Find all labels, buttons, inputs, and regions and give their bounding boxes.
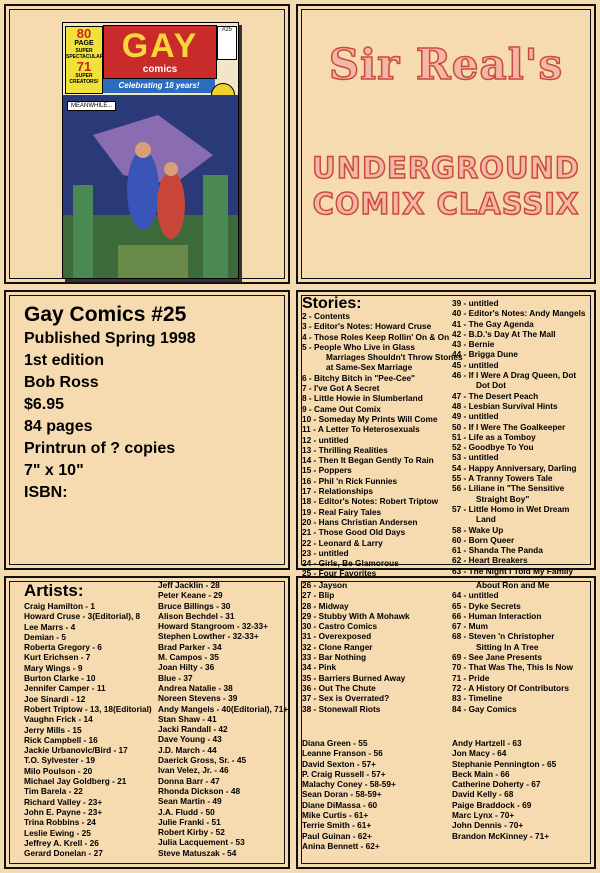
story-item: 4 - Those Roles Keep Rollin' On & On	[302, 331, 450, 342]
artist-item: Ivan Velez, Jr. - 46	[158, 765, 229, 776]
artist-item: Jennifer Camper - 11	[24, 683, 106, 694]
story-item: 43 - Bernie	[452, 339, 495, 350]
story-item: 39 - untitled	[452, 298, 499, 308]
story-item: 22 - Leonard & Larry	[302, 537, 383, 548]
story-item: 51 - Life as a Tomboy	[452, 431, 536, 442]
story-item: 34 - Pink	[302, 662, 337, 673]
story-item: 70 - That Was The, This Is Now	[452, 662, 573, 673]
artist-item: Milo Poulson - 20	[24, 765, 93, 776]
artist-item: Robert Triptow - 13, 18(Editorial)	[24, 703, 152, 714]
artist-item: Burton Clarke - 10	[24, 673, 96, 684]
artists-list-4	[452, 738, 556, 841]
series-title: Sir Real's	[328, 40, 564, 89]
story-item: Sitting In A Tree	[476, 641, 539, 652]
artist-item: Julia Lacquement - 53	[158, 837, 245, 848]
artist-item: Leanne Franson - 56	[302, 748, 383, 759]
story-item: 9 - Came Out Comix	[302, 403, 381, 414]
artist-item: Beck Main - 66	[452, 768, 510, 779]
issue-title: Gay Comics #25	[24, 303, 187, 326]
story-item: 60 - Born Queer	[452, 534, 515, 545]
artist-item: Brandon McKinney - 71+	[452, 830, 550, 841]
artist-item: Jeff Jacklin - 28	[158, 580, 220, 590]
story-item: 41 - The Gay Agenda	[452, 318, 534, 329]
artist-item: Howard Stangroom - 32-33+	[158, 621, 268, 632]
artist-item: M. Campos - 35	[158, 652, 219, 663]
artist-item: Peter Keane - 29	[158, 590, 223, 601]
artist-item: David Kelly - 68	[452, 789, 514, 800]
artist-item: Kurt Erichsen - 7	[24, 652, 91, 663]
stories-list-2	[452, 298, 586, 576]
artist-item: Diana Green - 55	[302, 738, 368, 748]
story-item: 33 - Bar Nothing	[302, 652, 367, 663]
artist-item: Paul Guinan - 62+	[302, 830, 372, 841]
artist-item: Andrea Natalie - 38	[158, 682, 233, 693]
story-item: 27 - Blip	[302, 590, 335, 601]
artist-item: J.D. March - 44	[158, 744, 217, 755]
story-item: 64 - untitled	[452, 590, 499, 601]
artist-item: Noreen Stevens - 39	[158, 693, 238, 704]
story-item: at Same-Sex Marriage	[326, 362, 413, 373]
story-item: 71 - Pride	[452, 672, 490, 683]
artist-item: Rick Campbell - 16	[24, 734, 98, 745]
artist-item: Joe Sinardi - 12	[24, 693, 86, 704]
story-item: 30 - Castro Comics	[302, 621, 378, 632]
artist-item: Terrie Smith - 61+	[302, 820, 372, 831]
story-item: 65 - Dyke Secrets	[452, 600, 521, 611]
story-item: 10 - Someday My Prints Will Come	[302, 413, 438, 424]
story-item: 5 - People Who Live in Glass	[302, 341, 415, 352]
artist-item: Stephanie Pennington - 65	[452, 758, 557, 769]
artist-item: Julie Franki - 51	[158, 816, 221, 827]
story-item: 84 - Gay Comics	[452, 703, 517, 714]
story-item: 20 - Hans Christian Andersen	[302, 516, 418, 527]
story-item: 24 - Girls, Be Glamorous	[302, 558, 399, 569]
artist-item: John Dennis - 70+	[452, 820, 524, 831]
page-count: 84 pages	[24, 418, 93, 435]
story-item: 12 - untitled	[302, 434, 349, 445]
series-subtitle: UNDERGROUND COMIX CLASSIX	[312, 151, 580, 221]
artist-item: Lee Marrs - 4	[24, 621, 76, 632]
artist-item: Catherine Doherty - 67	[452, 779, 541, 790]
artist-item: Bruce Billings - 30	[158, 600, 231, 611]
cover-meanwhile-caption: MEANWHILE...	[67, 101, 116, 111]
story-item: 25 - Four Favorites	[302, 568, 377, 579]
artist-item: Paige Braddock - 69	[452, 799, 532, 810]
artists-list-2	[158, 580, 288, 858]
story-item: Dot Dot	[476, 380, 506, 391]
story-item: 8 - Little Howie in Slumberland	[302, 393, 423, 404]
edition: 1st edition	[24, 352, 105, 369]
story-item: 66 - Human Interaction	[452, 610, 542, 621]
artist-item: Anina Bennett - 62+	[302, 840, 380, 851]
artist-item: Alison Bechdel - 31	[158, 610, 235, 621]
story-item: 7 - I've Got A Secret	[302, 383, 380, 394]
artist-item: Robert Kirby - 52	[158, 827, 225, 838]
artist-item: Howard Cruse - 3(Editorial), 8	[24, 611, 141, 622]
story-item: 26 - Jayson	[302, 580, 348, 590]
story-item: 45 - untitled	[452, 359, 499, 370]
story-item: 40 - Editor's Notes: Andy Mangels	[452, 308, 586, 319]
artists-list-3	[302, 738, 396, 851]
story-item: 47 - The Desert Peach	[452, 390, 539, 401]
story-item: 31 - Overexposed	[302, 631, 372, 642]
artist-item: Trina Robbins - 24	[24, 817, 96, 828]
published-date: Published Spring 1998	[24, 330, 196, 347]
artist-item: Dave Young - 43	[158, 734, 222, 745]
printrun: Printrun of ? copies	[24, 440, 176, 457]
story-item: About Ron and Me	[476, 580, 550, 590]
artist-item: Leslie Ewing - 25	[24, 827, 91, 838]
publisher: Bob Ross	[24, 374, 99, 391]
story-item: Marriages Shouldn't Throw Stones	[326, 352, 463, 363]
story-item: 21 - Those Good Old Days	[302, 527, 406, 538]
story-item: 72 - A History Of Contributors	[452, 682, 569, 693]
artist-item: Sean Doran - 58-59+	[302, 789, 382, 800]
story-item: 38 - Stonewall Riots	[302, 703, 381, 714]
stories-list-3	[302, 580, 410, 714]
artist-item: Joan Hilty - 36	[158, 662, 215, 673]
story-item: 16 - Phil 'n Rick Funnies	[302, 475, 398, 486]
artist-item: Jerry Mills - 15	[24, 724, 82, 735]
artist-item: Rhonda Dickson - 48	[158, 785, 241, 796]
artist-item: Richard Valley - 23+	[24, 796, 103, 807]
artist-item: Gerard Donelan - 27	[24, 848, 103, 859]
stories-list-1	[302, 311, 463, 579]
story-item: 15 - Poppers	[302, 465, 352, 476]
story-item: 18 - Editor's Notes: Robert Triptow	[302, 496, 439, 507]
isbn: ISBN:	[24, 484, 68, 501]
artist-item: Andy Hartzell - 63	[452, 738, 522, 748]
story-item: 23 - untitled	[302, 547, 349, 558]
artist-item: Malachy Coney - 58-59+	[302, 779, 396, 790]
story-item: 32 - Clone Ranger	[302, 641, 373, 652]
story-item: 44 - Brigga Dune	[452, 349, 518, 360]
story-item: 11 - A Letter To Heterosexuals	[302, 424, 420, 435]
story-item: 49 - untitled	[452, 411, 499, 422]
cover-80-page-box: 80 PAGE SUPER SPECTACULAR 71 SUPER CREATORS!	[65, 26, 103, 94]
story-item: 14 - Then It Began Gently To Rain	[302, 455, 434, 466]
story-item: 28 - Midway	[302, 600, 349, 611]
artist-item: Steve Matuszak - 54	[158, 847, 237, 858]
stories-heading: Stories:	[302, 295, 362, 312]
story-item: 63 - The Night I Told My Family	[452, 565, 574, 576]
issue-info	[24, 302, 284, 504]
story-item: 83 - Timeline	[452, 693, 503, 704]
cover-artwork	[63, 95, 238, 278]
artist-item: Roberta Gregory - 6	[24, 642, 102, 653]
comic-cover-image	[62, 22, 239, 279]
artist-item: Donna Barr - 47	[158, 775, 220, 786]
artist-item: Demian - 5	[24, 631, 66, 642]
story-item: 58 - Wake Up	[452, 524, 504, 535]
story-item: Straight Boy"	[476, 493, 530, 504]
artist-item: Stephen Lowther - 32-33+	[158, 631, 259, 642]
artist-item: Blue - 37	[158, 672, 193, 683]
artist-item: Jackie Urbanovic/Bird - 17	[24, 745, 128, 756]
story-item: 19 - Real Fairy Tales	[302, 506, 382, 517]
story-item: 3 - Editor's Notes: Howard Cruse	[302, 321, 432, 332]
story-item: 57 - Little Homo in Wet Dream	[452, 503, 570, 514]
artists-list-1	[24, 601, 152, 858]
artist-item: Jeffrey A. Krell - 26	[24, 837, 99, 848]
story-item: 29 - Stubby With A Mohawk	[302, 610, 410, 621]
story-item: 62 - Heart Breakers	[452, 555, 528, 566]
artist-item: Sean Martin - 49	[158, 796, 222, 807]
artist-item: John E. Payne - 23+	[24, 806, 103, 817]
artist-item: Vaughn Frick - 14	[24, 714, 93, 725]
story-item: 36 - Out The Chute	[302, 682, 376, 693]
artist-item: P. Craig Russell - 57+	[302, 768, 386, 779]
cover-tagline: Celebrating 18 years!	[103, 79, 215, 93]
artist-item: Stan Shaw - 41	[158, 713, 217, 724]
artist-item: Marc Lynx - 70+	[452, 810, 515, 821]
story-item: 67 - Mum	[452, 621, 488, 632]
artist-item: Daerick Gross, Sr. - 45	[158, 755, 247, 766]
artist-item: Michael Jay Goldberg - 21	[24, 776, 127, 787]
artist-item: Jacki Randall - 42	[158, 724, 228, 735]
story-item: 2 - Contents	[302, 311, 350, 321]
cover-logo: GAY comics	[103, 25, 217, 79]
artist-item: David Sexton - 57+	[302, 758, 377, 769]
story-item: 37 - Sex is Overrated?	[302, 693, 390, 704]
artist-item: Andy Mangels - 40(Editorial), 71+	[158, 703, 289, 714]
cover-issue-box: #25	[217, 26, 237, 60]
dimensions: 7" x 10"	[24, 462, 84, 479]
artists-heading: Artists:	[24, 581, 84, 600]
story-item: 50 - If I Were The Goalkeeper	[452, 421, 566, 432]
artist-item: T.O. Sylvester - 19	[24, 755, 96, 766]
story-item: 17 - Relationships	[302, 486, 374, 497]
story-item: 6 - Bitchy Bitch in "Pee-Cee"	[302, 372, 415, 383]
story-item: 35 - Barriers Burned Away	[302, 672, 406, 683]
story-item: 69 - See Jane Presents	[452, 652, 542, 663]
artist-item: J.A. Fludd - 50	[158, 806, 215, 817]
artist-item: Mike Curtis - 61+	[302, 810, 369, 821]
story-item: 52 - Goodbye To You	[452, 442, 534, 453]
stories-list-4	[452, 580, 573, 714]
price: $6.95	[24, 396, 65, 413]
artist-item: Tim Barela - 22	[24, 786, 83, 797]
story-item: Land	[476, 514, 496, 525]
story-item: 68 - Steven 'n Christopher	[452, 631, 555, 642]
story-item: 56 - Liliane in "The Sensitive	[452, 483, 565, 494]
artist-item: Craig Hamilton - 1	[24, 601, 95, 611]
story-item: 61 - Shanda The Panda	[452, 545, 543, 556]
story-item: 55 - A Tranny Towers Tale	[452, 473, 553, 484]
story-item: 48 - Lesbian Survival Hints	[452, 400, 558, 411]
story-item: 42 - B.D.'s Day At The Mall	[452, 328, 556, 339]
artist-item: Diane DiMassa - 60	[302, 799, 378, 810]
story-item: 53 - untitled	[452, 452, 499, 463]
artist-item: Brad Parker - 34	[158, 641, 222, 652]
artist-item: Jon Macy - 64	[452, 748, 507, 759]
story-item: 54 - Happy Anniversary, Darling	[452, 462, 577, 473]
story-item: 13 - Thrilling Realities	[302, 444, 388, 455]
artist-item: Mary Wings - 9	[24, 662, 83, 673]
story-item: 46 - If I Were A Drag Queen, Dot	[452, 370, 577, 381]
